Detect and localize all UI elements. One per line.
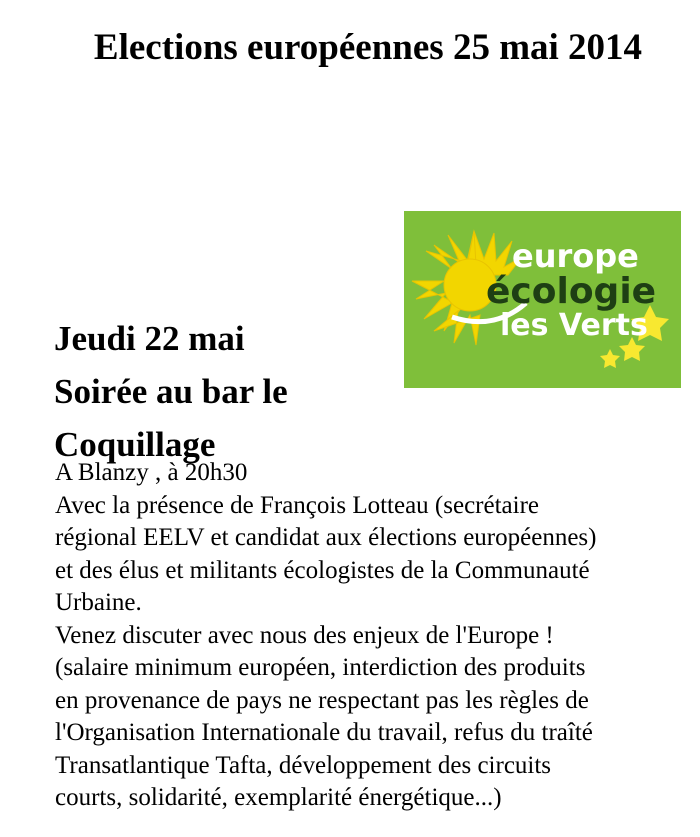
description-line: (salaire minimum européen, interdiction des produits bbox=[55, 654, 586, 681]
description-line: régional EELV et candidat aux élections européennes) bbox=[55, 524, 597, 551]
logo-line-les-verts: les Verts bbox=[500, 308, 648, 343]
event-title-line-2: Coquillage bbox=[54, 425, 216, 464]
description-line: Avec la présence de François Lotteau (secrétaire bbox=[55, 491, 539, 519]
event-date: Jeudi 22 mai bbox=[54, 319, 245, 358]
logo-line-europe: europe bbox=[512, 237, 639, 275]
logo-line-ecologie: écologie bbox=[486, 271, 657, 312]
event-location: A Blanzy , à 20h30 bbox=[55, 459, 248, 486]
description-line: Venez discuter avec nous des enjeux de l'Europe ! bbox=[55, 621, 554, 649]
event-heading bbox=[54, 312, 414, 471]
event-description bbox=[55, 457, 695, 815]
description-line: l'Organisation Internationale du travail, refus du traîté bbox=[55, 719, 593, 746]
description-line: Urbaine. bbox=[55, 589, 142, 616]
description-line: Transatlantique Tafta, développement des circuits bbox=[55, 751, 552, 779]
description-line: et des élus et militants écologistes de la Communauté bbox=[55, 556, 590, 584]
description-line: en provenance de pays ne respectant pas les règles de bbox=[55, 686, 589, 714]
event-title-line-1: Soirée au bar le bbox=[54, 372, 288, 411]
description-line: courts, solidarité, exemplarité énergétique...) bbox=[55, 784, 502, 811]
page-title: Elections européennes 25 mai 2014 bbox=[93, 27, 643, 68]
eelv-logo bbox=[404, 211, 681, 388]
